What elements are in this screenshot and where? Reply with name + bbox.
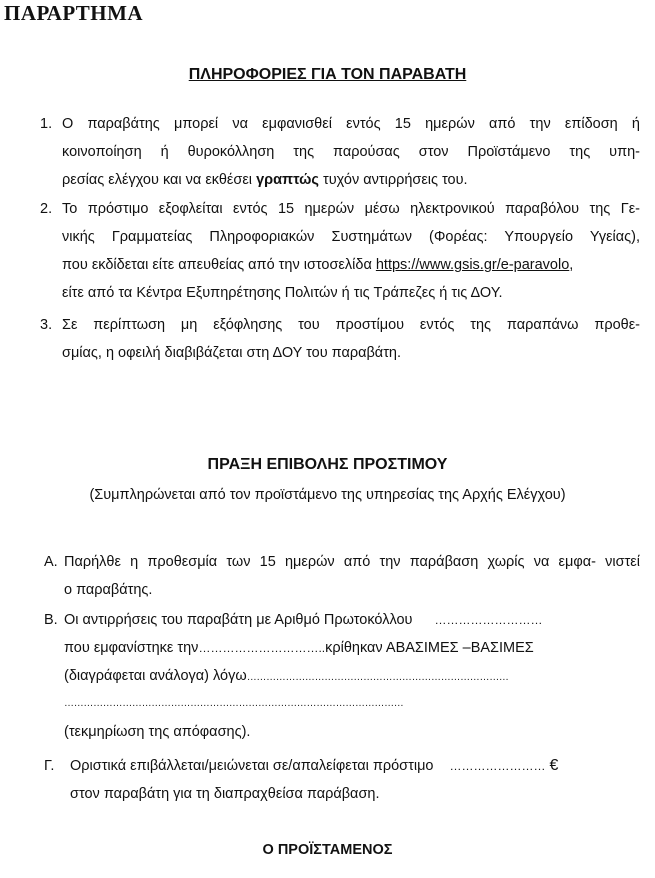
text-fragment: κρίθηκαν ΑΒΑΣΙΜΕΣ –ΒΑΣΙΜΕΣ [325,640,534,656]
list-item-3 [40,311,640,367]
item-number: Α. [44,554,58,570]
date-blank: ………………………….. [198,641,326,655]
text-line: Σε περίπτωση μη εξόφλησης του προστίμου εντός της παραπάνω προθε- [62,317,640,333]
reason-blank: ……………………………………………………………………… [246,672,509,683]
signature-label: Ο ΠΡΟΪΣΤΑΜΕΝΟΣ [262,842,393,858]
text-fragment: που εκδίδεται είτε απευθείας από την ιστοσελίδα [62,257,376,273]
text-line: Ο παραβάτης μπορεί να εμφανισθεί εντός 15 ημερών από την επίδοση ή [62,116,640,132]
text-line [70,752,640,780]
reason-blank-line: …………………………………………………………………………………………… [64,698,404,709]
item-number: Β. [44,612,58,628]
text-fragment: ρεσίας ελέγχου και να εκθέσει [62,172,257,188]
protocol-number-blank: ……………………… [434,613,543,627]
text-line: Παρήλθε η προθεσμία των 15 ημερών από την παράβαση χωρίς να εμφα- νιστεί [64,554,640,570]
amount-blank: …………………… [449,759,546,773]
list-item-a [44,548,640,604]
text-line [64,606,640,634]
item-number: 2. [40,201,53,217]
text-line: νικής Γραμματείας Πληροφοριακών Συστημάτων (Φορέας: Υπουργείο Υγείας), [62,229,640,245]
text-fragment: Οριστικά επιβάλλεται/μειώνεται σε/απαλείφεται πρόστιμο [70,758,434,774]
list-item-b [44,606,640,746]
text-line: (τεκμηρίωση της απόφασης). [64,724,251,740]
text-fragment: που εμφανίστηκε την [64,640,199,656]
text-fragment: , [569,257,574,273]
text-line [62,166,640,194]
text-fragment: (διαγράφεται ανάλογα) λόγω [64,668,247,684]
text-line [64,662,640,690]
text-line: στον παραβάτη για τη διαπραχθείσα παράβαση. [70,786,380,802]
section-heading-fine-act: ΠΡΑΞΗ ΕΠΙΒΟΛΗΣ ΠΡΟΣΤΙΜΟΥ [207,456,448,473]
item-number: 3. [40,317,53,333]
text-line: Το πρόστιμο εξοφλείται εντός 15 ημερών μέσω ηλεκτρονικού παραβόλου της Γε- [62,201,640,217]
bold-word: γραπτώς [256,172,319,188]
text-line [64,634,640,662]
text-line: σμίας, η οφειλή διαβιβάζεται στη ΔΟΥ του παραβάτη. [62,345,402,361]
text-line: είτε από τα Κέντρα Εξυπηρέτησης Πολιτών ή τις Τράπεζες ή τις ΔΟΥ. [62,285,503,301]
item-number: Γ. [44,758,55,774]
section-subheading: (Συμπληρώνεται από τον προϊστάμενο της υπηρεσίας της Αρχής Ελέγχου) [89,487,566,503]
list-item-g [44,752,640,808]
list-item-2 [40,195,640,307]
e-paravolo-link[interactable]: https://www.gsis.gr/e-paravolo [375,257,570,273]
list-item-1 [40,110,640,194]
section-heading-offender-info: ΠΛΗΡΟΦΟΡΙΕΣ ΓΙΑ ΤΟΝ ΠΑΡΑΒΑΤΗ [188,66,467,83]
text-line [62,251,640,279]
text-line: κοινοποίηση ή θυροκόλληση της παρούσας στον Προϊστάμενο της υπη- [62,144,640,160]
document-title: ΠΑΡΑΡΤΗΜΑ [4,1,144,25]
item-number: 1. [40,116,53,132]
text-fragment: Οι αντιρρήσεις του παραβάτη με Αριθμό Πρωτοκόλλου [64,612,413,628]
text-line: ο παραβάτης. [64,582,153,598]
text-fragment: τυχόν αντιρρήσεις του. [318,172,468,188]
euro-sign: € [549,757,559,774]
